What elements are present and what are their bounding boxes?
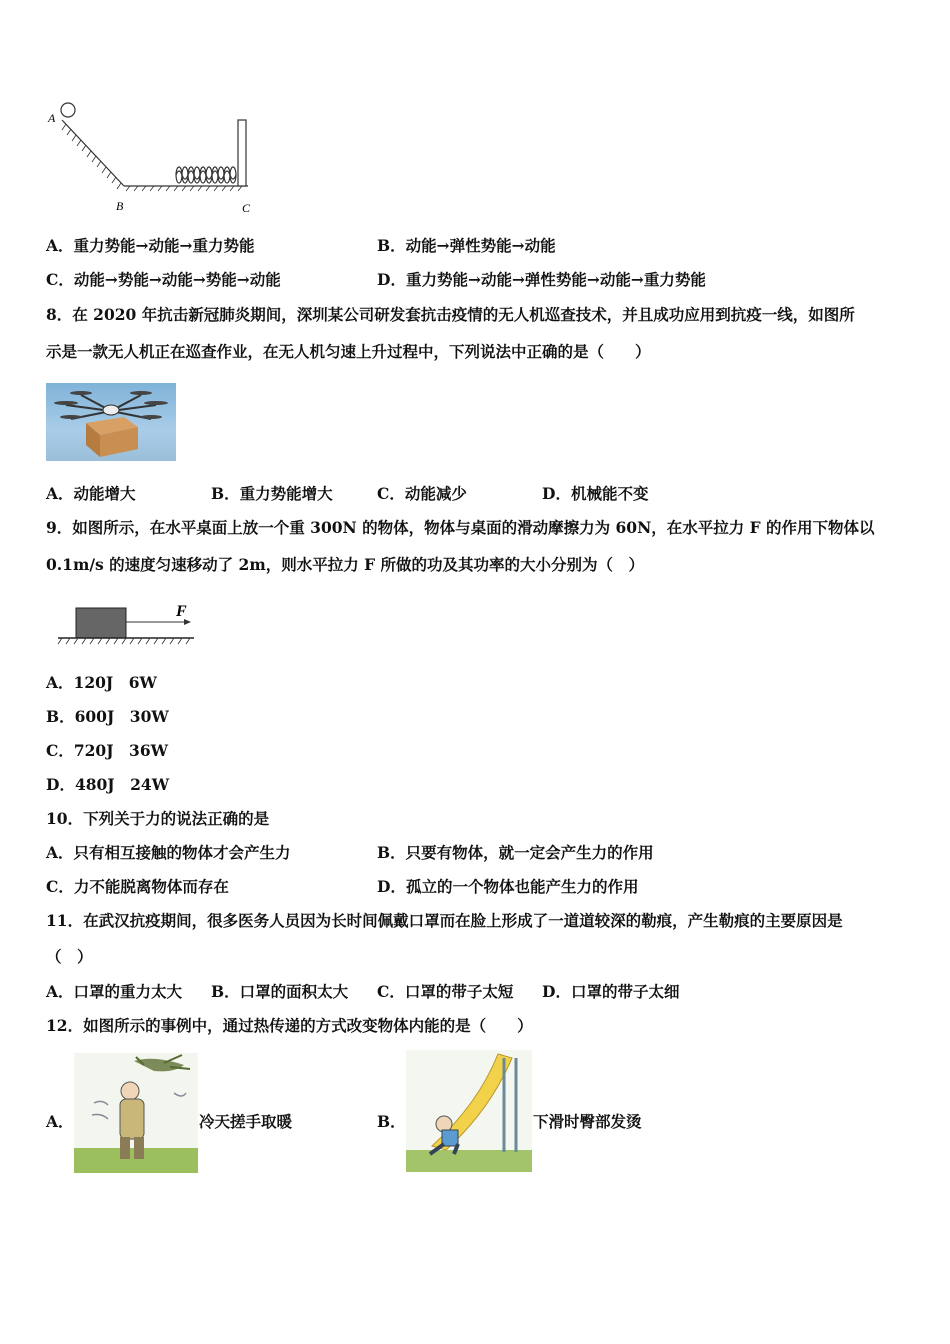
q8-option-c[interactable]: C．动能减少: [377, 484, 467, 503]
q9-option-b[interactable]: B．600J 30W: [46, 707, 169, 726]
q7-label-c: C: [242, 201, 251, 215]
q12-option-b-caption: 下滑时臀部发烫: [533, 1112, 642, 1131]
q8-option-a[interactable]: A．动能增大: [46, 484, 136, 503]
q12-option-b-picture[interactable]: [406, 1050, 532, 1172]
q7-label-a: A: [48, 111, 56, 125]
q11-stem-line2: （ ）: [46, 947, 93, 966]
q12-option-b-key[interactable]: B．: [377, 1112, 406, 1131]
q8-drone-photo: [46, 383, 176, 461]
q10-stem: 10．下列关于力的说法正确的是: [46, 809, 270, 828]
q7-option-b[interactable]: B．动能→弹性势能→动能: [377, 236, 556, 255]
q9-figure: [56, 602, 196, 646]
q9-option-a[interactable]: A．120J 6W: [46, 673, 157, 692]
q12-stem: 12．如图所示的事例中，通过热传递的方式改变物体内能的是（ ）: [46, 1016, 533, 1035]
q11-option-b[interactable]: B．口罩的面积太大: [211, 982, 349, 1001]
q8-stem-line2: 示是一款无人机正在巡查作业，在无人机匀速上升过程中，下列说法中正确的是（ ）: [46, 342, 651, 361]
q10-option-d[interactable]: D．孤立的一个物体也能产生力的作用: [377, 877, 639, 896]
q8-option-b[interactable]: B．重力势能增大: [211, 484, 333, 503]
q9-stem-line2: 0.1m/s 的速度匀速移动了 2m，则水平拉力 F 所做的功及其功率的大小分别为（ ）: [46, 555, 645, 574]
q7-option-d[interactable]: D．重力势能→动能→弹性势能→动能→重力势能: [377, 270, 706, 289]
q7-figure: [44, 100, 264, 220]
q9-force-label: F: [176, 603, 187, 620]
q11-option-d[interactable]: D．口罩的带子太细: [542, 982, 680, 1001]
q7-option-a[interactable]: A．重力势能→动能→重力势能: [46, 236, 255, 255]
q10-option-a[interactable]: A．只有相互接触的物体才会产生力: [46, 843, 291, 862]
q11-option-c[interactable]: C．口罩的带子太短: [377, 982, 514, 1001]
q8-stem-line1: 8．在 2020 年抗击新冠肺炎期间，深圳某公司研发套抗击疫情的无人机巡查技术，并且成功应用到抗疫一线，如图所: [46, 305, 855, 324]
q12-option-a-picture[interactable]: [74, 1053, 198, 1173]
q10-option-b[interactable]: B．只要有物体，就一定会产生力的作用: [377, 843, 654, 862]
q9-stem-line1: 9．如图所示，在水平桌面上放一个重 300N 的物体，物体与桌面的滑动摩擦力为 60N，在水平拉力 F 的作用下物体以: [46, 518, 875, 537]
q12-option-a-caption: 冷天搓手取暖: [199, 1112, 293, 1131]
q11-stem-line1: 11．在武汉抗疫期间，很多医务人员因为长时间佩戴口罩而在脸上形成了一道道较深的勒痕，产生勒痕的主要原因是: [46, 911, 843, 930]
q12-option-a-key[interactable]: A．: [46, 1112, 74, 1131]
q9-option-d[interactable]: D．480J 24W: [46, 775, 170, 794]
q8-option-d[interactable]: D．机械能不变: [542, 484, 649, 503]
q9-option-c[interactable]: C．720J 36W: [46, 741, 169, 760]
q7-option-c[interactable]: C．动能→势能→动能→势能→动能: [46, 270, 281, 289]
q10-option-c[interactable]: C．力不能脱离物体而存在: [46, 877, 229, 896]
q11-option-a[interactable]: A．口罩的重力太大: [46, 982, 183, 1001]
q7-label-b: B: [116, 199, 124, 213]
